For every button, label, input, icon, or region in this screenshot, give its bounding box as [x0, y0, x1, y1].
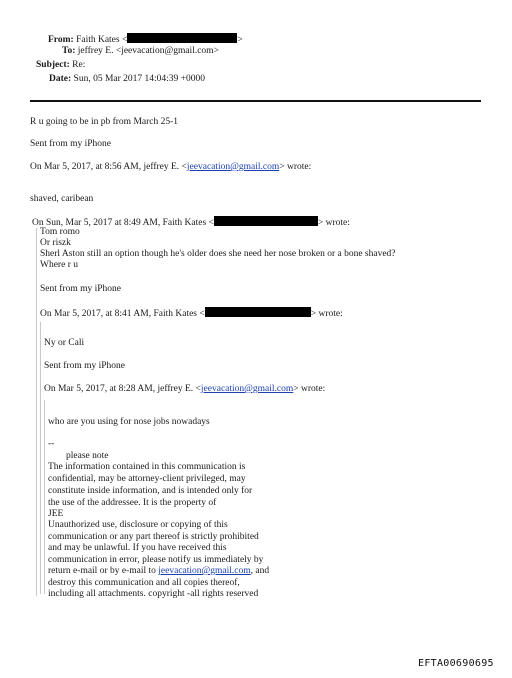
- disclaimer-line: the use of the addressee. It is the property of: [48, 498, 217, 508]
- quote-bar: [44, 400, 45, 594]
- message-line: Sent from my iPhone: [30, 139, 112, 149]
- disclaimer-line: constitute inside information, and is intended only for: [48, 486, 253, 496]
- signature-dash: --: [48, 439, 55, 449]
- date-label: Date:: [49, 74, 72, 84]
- message-line: R u going to be in pb from March 25-1: [30, 117, 179, 127]
- quote-header: [40, 307, 343, 321]
- disclaimer-line: communication or any part thereof is strictly prohibited: [48, 532, 259, 542]
- redaction-box: [127, 33, 237, 43]
- quote-prefix: On Mar 5, 2017, at 8:56 AM, jeffrey E. <: [30, 162, 187, 172]
- message-line: who are you using for nose jobs nowadays: [48, 417, 210, 427]
- disclaimer-line: and may be unlawful. If you have received this: [48, 543, 227, 553]
- date-line: [49, 74, 205, 86]
- from-close: >: [237, 35, 243, 45]
- email-link[interactable]: jeevacation@gmail.com: [200, 384, 294, 394]
- quote-prefix: On Mar 5, 2017, at 8:41 AM, Faith Kates <: [40, 309, 205, 319]
- quote-prefix: On Mar 5, 2017, at 8:28 AM, jeffrey E. <: [44, 384, 201, 394]
- quote-suffix: > wrote:: [279, 162, 312, 172]
- disclaimer-line: The information contained in this communication is: [48, 462, 246, 472]
- subject-value: Re:: [72, 60, 86, 70]
- message-line: Where r u: [40, 260, 78, 270]
- disclaimer-line: JEE: [48, 509, 64, 519]
- disclaimer-line: communication in error, please notify us immediately by: [48, 555, 264, 565]
- subject-label: Subject:: [36, 60, 70, 70]
- to-line: [62, 46, 219, 58]
- note-title: please note: [66, 451, 109, 461]
- message-line: Tom romo: [40, 227, 80, 237]
- message-line: shaved, caribean: [30, 194, 94, 204]
- email-link[interactable]: jeevacation@gmail.com: [158, 566, 251, 576]
- email-link[interactable]: jeevacation@gmail.com: [186, 162, 280, 172]
- date-value: Sun, 05 Mar 2017 14:04:39 +0000: [73, 74, 206, 84]
- message-line: Sent from my iPhone: [44, 361, 126, 371]
- quote-suffix: > wrote:: [317, 218, 350, 228]
- quote-suffix: > wrote:: [310, 309, 343, 319]
- redaction-box: [205, 307, 311, 317]
- disclaimer-return-line: [48, 566, 269, 578]
- redaction-box: [214, 216, 318, 226]
- message-line: Sent from my iPhone: [40, 284, 122, 294]
- bates-number: EFTA00690695: [418, 658, 494, 669]
- disclaimer-line: destroy this communication and all copies thereof,: [48, 578, 240, 588]
- subject-line: [36, 60, 85, 72]
- disclaimer-line: confidential, may be attorney-client privileged, may: [48, 474, 246, 484]
- return-suffix: , and: [250, 566, 270, 576]
- quote-bar: [40, 322, 41, 594]
- disclaimer-line: Unauthorized use, disclosure or copying of this: [48, 520, 228, 530]
- header-divider: [30, 100, 481, 102]
- quote-header: [30, 162, 311, 174]
- from-line: [48, 33, 243, 47]
- message-line: Sherl Aston still an option though he's older does she need her nose broken or a bone shaved?: [40, 249, 396, 259]
- message-line: Ny or Cali: [44, 338, 85, 348]
- from-value: Faith Kates <: [76, 35, 128, 45]
- quote-header: [44, 384, 325, 396]
- quote-prefix: On Sun, Mar 5, 2017 at 8:49 AM, Faith Kates <: [32, 218, 214, 228]
- disclaimer-line: including all attachments. copyright -all rights reserved: [48, 589, 259, 599]
- to-label: To:: [62, 46, 76, 56]
- to-value: jeffrey E. <jeevacation@gmail.com>: [77, 46, 219, 56]
- return-prefix: return e-mail or by e-mail to: [48, 566, 159, 576]
- quote-suffix: > wrote:: [293, 384, 326, 394]
- quote-bar: [36, 228, 37, 596]
- message-line: Or riszk: [40, 238, 71, 248]
- from-label: From:: [48, 35, 74, 45]
